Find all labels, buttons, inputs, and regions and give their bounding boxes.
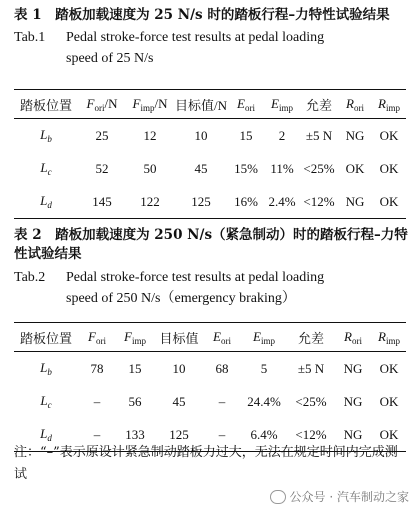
table-cell: OK xyxy=(379,426,399,442)
table1-caption-cn: 表 1 踏板加载速度为 25 N/s 时的踏板行程–力特性试验结果 xyxy=(14,7,390,23)
table1-caption-en-line1: Pedal stroke-force test results at pedal loading xyxy=(66,30,325,45)
table-row xyxy=(14,385,406,418)
table-cell: 10 xyxy=(172,360,186,376)
table-cell: 125 xyxy=(169,426,189,442)
table-cell: NG xyxy=(345,193,365,209)
table-row xyxy=(14,152,406,185)
table-cell: 122 xyxy=(140,193,160,209)
table-cell: 15 xyxy=(128,360,142,376)
table-note: 注：“–”表示原设计紧急制动踏板力过大，无法在规定时间内完成测试 xyxy=(14,445,398,482)
table1-header-f-imp: $F_{imp}/N$ xyxy=(132,95,168,113)
watermark-text: 公众号 · 汽车制动之家 xyxy=(289,490,409,504)
table1-caption-en-line2: speed of 25 N/s xyxy=(66,51,154,66)
table-cell: NG xyxy=(343,426,363,442)
table1-header-e-imp: $E_{imp}$ xyxy=(271,95,293,113)
table1-caption-en xyxy=(14,27,410,69)
table-cell: 45 xyxy=(194,160,208,176)
table1-row1-position: $L_b$ xyxy=(40,127,52,144)
table-cell: – xyxy=(218,426,226,442)
table-cell: <12% xyxy=(295,426,327,442)
table2-caption-cn: 表 2 踏板加载速度为 250 N/s（紧急制动）时的踏板行程–力特性试验结果 xyxy=(14,227,408,262)
table1-header-r-ori: $R_{ori}$ xyxy=(346,95,364,113)
table-cell: OK xyxy=(345,160,365,176)
wechat-icon xyxy=(270,490,286,504)
table-cell: – xyxy=(218,393,226,409)
table-cell: 16% xyxy=(234,193,258,209)
table-cell: NG xyxy=(345,127,365,143)
table-cell: 15% xyxy=(234,160,258,176)
table-row xyxy=(14,352,406,386)
table2-header-r-imp: $R_{imp}$ xyxy=(378,328,400,346)
table-cell: 5 xyxy=(260,360,268,376)
table1-header-e-ori: $E_{ori}$ xyxy=(237,95,255,113)
table2-header-target: 目标值 xyxy=(159,330,199,346)
table2-caption-en xyxy=(14,267,410,309)
table2-header-f-imp: $F_{imp}$ xyxy=(124,328,146,346)
table1-header-f-ori: $F_{ori}/N$ xyxy=(86,95,118,113)
table-cell: NG xyxy=(343,360,363,376)
table-cell: OK xyxy=(379,393,399,409)
table-cell: 12 xyxy=(143,127,157,143)
table-cell: 56 xyxy=(128,393,142,409)
table-cell: OK xyxy=(379,193,399,209)
table-cell: OK xyxy=(379,360,399,376)
table-cell: 52 xyxy=(95,160,109,176)
table1-row3-position: $L_d$ xyxy=(40,193,52,210)
table-cell: 50 xyxy=(143,160,157,176)
table1-header-tolerance: 允差 xyxy=(305,97,332,113)
watermark xyxy=(270,488,409,505)
table-cell: <25% xyxy=(303,160,335,176)
table1-header-target: 目标值/N xyxy=(174,97,227,113)
table-cell: 24.4% xyxy=(247,393,281,409)
table-cell: 10 xyxy=(194,127,208,143)
table-cell: 11% xyxy=(270,160,294,176)
table-cell: <12% xyxy=(303,193,335,209)
table2-header-tolerance: 允差 xyxy=(297,330,324,346)
table2-caption-en-label: Tab.2 xyxy=(14,270,46,285)
table-cell: 133 xyxy=(125,426,145,442)
table2-header-row xyxy=(14,323,406,352)
table2 xyxy=(14,322,406,452)
table2-row1-position: $L_b$ xyxy=(40,360,52,377)
table-cell: 78 xyxy=(90,360,104,376)
table-cell: NG xyxy=(343,393,363,409)
table-cell: 25 xyxy=(95,127,109,143)
table-row xyxy=(14,185,406,219)
table-cell: ±5 N xyxy=(305,127,333,143)
table2-caption-en-line2: speed of 250 N/s（emergency braking） xyxy=(66,291,296,306)
table1-header-r-imp: $R_{imp}$ xyxy=(378,95,400,113)
table1-header-row xyxy=(14,90,406,119)
table-cell: – xyxy=(93,426,101,442)
table-cell: 2.4% xyxy=(268,193,296,209)
table-cell: OK xyxy=(379,127,399,143)
table-cell: 45 xyxy=(172,393,186,409)
table-cell: 6.4% xyxy=(250,426,278,442)
table1-row2-position: $L_c$ xyxy=(40,160,52,177)
table2-header-r-ori: $R_{ori}$ xyxy=(344,328,362,346)
table-cell: ±5 N xyxy=(297,360,325,376)
table-row xyxy=(14,119,406,153)
table-cell: 145 xyxy=(92,193,112,209)
table1 xyxy=(14,89,406,219)
table-cell: 15 xyxy=(239,127,253,143)
table-cell: 68 xyxy=(215,360,229,376)
table-cell: 125 xyxy=(191,193,211,209)
table-cell: – xyxy=(93,393,101,409)
table2-row2-position: $L_c$ xyxy=(40,393,52,410)
table2-header-e-ori: $E_{ori}$ xyxy=(213,328,231,346)
table1-header-position: 踏板位置 xyxy=(19,97,72,113)
table2-header-position: 踏板位置 xyxy=(19,330,72,346)
table2-header-e-imp: $E_{imp}$ xyxy=(253,328,275,346)
table2-caption-en-line1: Pedal stroke-force test results at pedal loading xyxy=(66,270,325,285)
table2-header-f-ori: $F_{ori}$ xyxy=(88,328,106,346)
table2-row3-position: $L_d$ xyxy=(40,426,52,443)
table-cell: OK xyxy=(379,160,399,176)
table-cell: <25% xyxy=(295,393,327,409)
table-cell: 2 xyxy=(278,127,286,143)
table1-caption-en-label: Tab.1 xyxy=(14,30,46,45)
